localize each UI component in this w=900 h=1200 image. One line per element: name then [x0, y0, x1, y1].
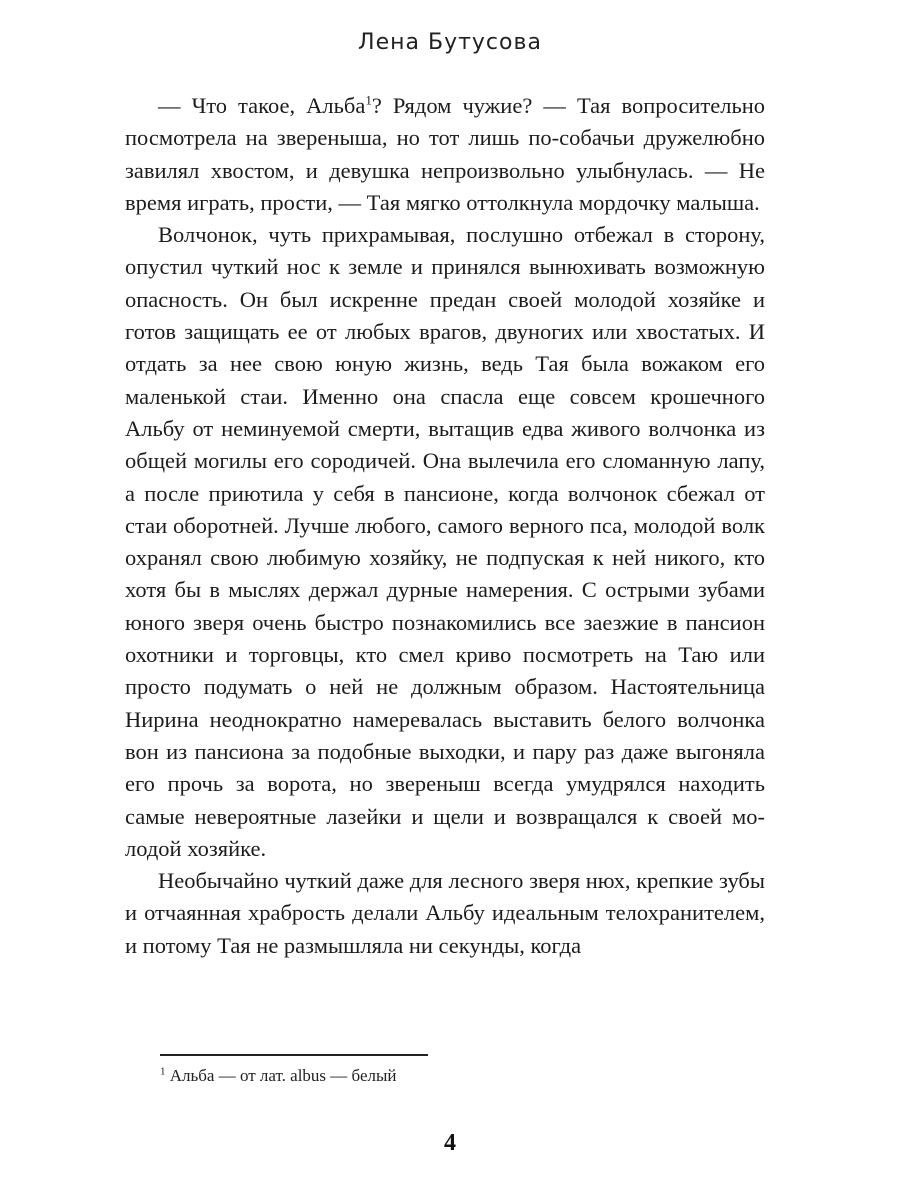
running-head-author: Лена Бутусова	[358, 30, 542, 55]
footnote-text: Альба — от лат. albus — белый	[165, 1066, 397, 1085]
footnote-reference[interactable]: 1	[365, 92, 372, 108]
paragraph-1-rest: ? Рядом чужие? — Тая вопросительно посмотрела на звереныша, но тот лишь по-собачьи дружелюбно завилял хвостом, и девушка непроизвольно улыбнулась. — Не время играть, прости, — Тая мягко оттолкнула мордочку малыша.	[125, 93, 765, 215]
paragraph-1-lead: — Что такое, Альба	[158, 93, 366, 118]
paragraph-2: Волчонок, чуть прихрамывая, послушно отбежал в сторону, опустил чуткий нос к земле и принялся вынюхивать возможную опасность. Он был искренне предан своей молодой хозяйке и готов защищать ее от любых врагов, двуногих или хвостатых. И отдать за нее свою юную жизнь, ведь Тая была вожаком его маленькой стаи. Именно она спасла еще совсем крошечного Альбу от неминуемой смерти, вытащив едва живого волчонка из общей могилы его сородичей. Она вылечила его сломанную лапу, а после приютила у себя в пансионе, когда волчонок сбежал от стаи оборотней. Лучше любого, самого верного пса, молодой волк охранял свою любимую хозяйку, не подпуская к ней никого, кто хотя бы в мыслях держал дурные намерения. С острыми зубами юного зверя очень быстро познакомились все заезжие в пансион охотники и торговцы, кто смел криво посмотреть на Таю или просто подумать о ней не должным образом. Настоятельница Нирина неоднократно намеревалась выставить белого волчонка вон из пансиона за подобные выходки, и пару раз даже выгоняла его прочь за ворота, но звереныш всегда умудрялся находить самые невероятные лазейки и щели и возвращался к своей молодой хозяйке.	[125, 222, 765, 861]
footnote	[160, 1064, 760, 1088]
page-number: 4	[444, 1130, 456, 1156]
footnote-mark: 1	[160, 1065, 166, 1078]
paragraph-1	[125, 90, 765, 219]
paragraph-3: Необычайно чуткий даже для лесного зверя нюх, крепкие зубы и отчаянная храбрость делали Альбу идеальным телохранителем, и потому Тая не размышляла ни секунды, когда	[125, 868, 765, 958]
footnote-divider	[160, 1054, 428, 1056]
body-text	[125, 90, 765, 962]
